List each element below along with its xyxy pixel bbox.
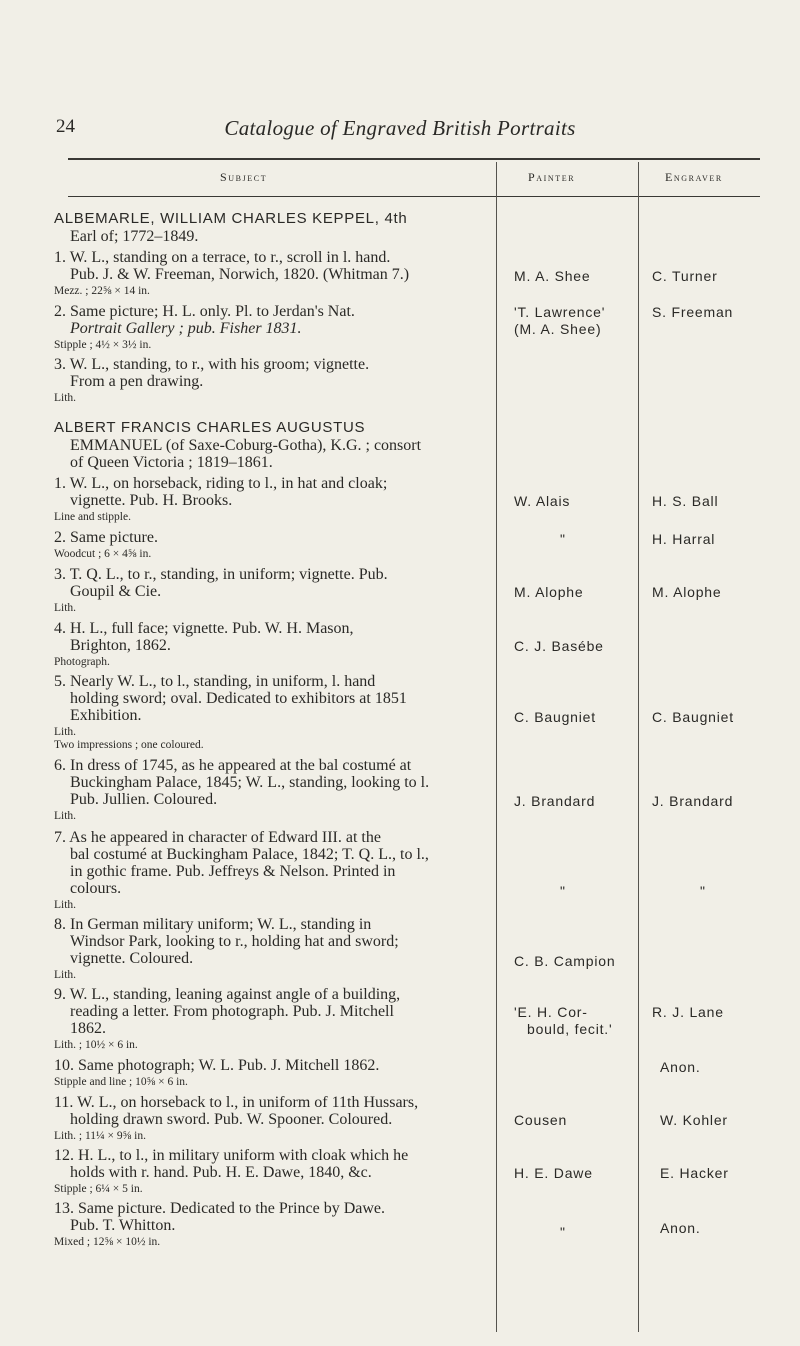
painter-cell: M. A. Shee — [514, 268, 591, 284]
entry-note: Line and stipple. — [54, 511, 131, 523]
entry-text: 2. Same picture; H. L. only. Pl. to Jerdan's Nat. — [54, 303, 355, 320]
entry-note: Lith. — [54, 969, 77, 981]
entry-text: 6. In dress of 1745, as he appeared at the bal costumé at — [54, 757, 412, 774]
entry-text: 11. W. L., on horseback to l., in uniform of 11th Hussars, — [54, 1094, 419, 1111]
engraver-cell: C. Turner — [652, 268, 718, 284]
entry-text: 9. W. L., standing, leaning against angle of a building, — [54, 986, 401, 1003]
entry-text: 7. As he appeared in character of Edward III. at the — [54, 829, 381, 846]
entry-text: Pub. J. & W. Freeman, Norwich, 1820. (Whitman 7.) — [70, 266, 410, 283]
engraver-cell: W. Kohler — [660, 1112, 728, 1128]
entry-text: 1. W. L., on horseback, riding to l., in hat and cloak; — [54, 475, 388, 492]
engraver-cell: M. Alophe — [652, 584, 722, 600]
entry-note: Lith. — [54, 810, 77, 822]
entry-note: Stipple ; 6¼ × 5 in. — [54, 1183, 143, 1195]
entry-note: Lith. — [54, 392, 77, 404]
entry-note: Mixed ; 12⅝ × 10½ in. — [54, 1236, 161, 1248]
painter-cell: C. Baugniet — [514, 709, 596, 725]
entry-text: 10. Same photograph; W. L. Pub. J. Mitchell 1862. — [54, 1057, 380, 1074]
painter-cell-line: (M. A. Shee) — [514, 321, 602, 337]
engraver-cell: " — [700, 883, 706, 899]
entry-text: holding sword; oval. Dedicated to exhibitors at 1851 — [70, 690, 407, 707]
entry-text: bal costumé at Buckingham Palace, 1842; T. Q. L., to l., — [70, 846, 429, 863]
section-heading: ALBEMARLE, WILLIAM CHARLES KEPPEL, 4th — [54, 210, 408, 227]
entry-note: Lith. ; 11¼ × 9⅝ in. — [54, 1130, 146, 1142]
entry-text: Brighton, 1862. — [70, 637, 171, 654]
entry-note: Woodcut ; 6 × 4⅝ in. — [54, 548, 152, 560]
entry-text: Pub. Jullien. Coloured. — [70, 791, 218, 808]
page-number: 24 — [56, 116, 75, 137]
column-divider — [496, 162, 497, 1332]
section-heading-line: of Queen Victoria ; 1819–1861. — [70, 454, 273, 471]
entry-note: Two impressions ; one coloured. — [54, 739, 204, 751]
entry-text: reading a letter. From photograph. Pub. J. Mitchell — [70, 1003, 394, 1020]
entry-note: Lith. — [54, 726, 77, 738]
entry-note: Mezz. ; 22⅝ × 14 in. — [54, 285, 150, 297]
entry-text: in gothic frame. Pub. Jeffreys & Nelson. Printed in — [70, 863, 396, 880]
painter-cell: C. B. Campion — [514, 953, 616, 969]
engraver-cell: J. Brandard — [652, 793, 734, 809]
entry-text: 8. In German military uniform; W. L., standing in — [54, 916, 372, 933]
entry-text: 3. T. Q. L., to r., standing, in uniform; vignette. Pub. — [54, 566, 388, 583]
painter-cell: 'E. H. Cor- — [514, 1004, 588, 1020]
entry-note: Lith. — [54, 602, 77, 614]
entry-note: Lith. — [54, 899, 77, 911]
entry-text: colours. — [70, 880, 122, 897]
engraver-cell: Anon. — [660, 1220, 701, 1236]
entry-note: Stipple ; 4½ × 3½ in. — [54, 339, 152, 351]
entry-text: vignette. Pub. H. Brooks. — [70, 492, 233, 509]
painter-cell: C. J. Basébe — [514, 638, 604, 654]
entry-text: From a pen drawing. — [70, 373, 204, 390]
entry-text: Pub. T. Whitton. — [70, 1217, 176, 1234]
engraver-cell: E. Hacker — [660, 1165, 729, 1181]
column-divider — [638, 162, 639, 1332]
entry-text: 2. Same picture. — [54, 529, 158, 546]
entry-text: holding drawn sword. Pub. W. Spooner. Coloured. — [70, 1111, 393, 1128]
entry-text: Windsor Park, looking to r., holding hat and sword; — [70, 933, 399, 950]
painter-cell-line: bould, fecit.' — [527, 1021, 613, 1037]
entry-text: 12. H. L., to l., in military uniform with cloak which he — [54, 1147, 409, 1164]
painter-cell: " — [560, 883, 566, 899]
running-title: Catalogue of Engraved British Portraits — [224, 116, 576, 140]
section-heading: ALBERT FRANCIS CHARLES AUGUSTUS — [54, 419, 366, 436]
entry-text: vignette. Coloured. — [70, 950, 194, 967]
painter-cell: Cousen — [514, 1112, 568, 1128]
section-heading-line: Earl of; 1772–1849. — [70, 228, 199, 245]
entry-text: 3. W. L., standing, to r., with his groom; vignette. — [54, 356, 370, 373]
entry-text: 13. Same picture. Dedicated to the Prince by Dawe. — [54, 1200, 385, 1217]
painter-cell: H. E. Dawe — [514, 1165, 593, 1181]
engraver-cell: H. S. Ball — [652, 493, 719, 509]
entry-text: holds with r. hand. Pub. H. E. Dawe, 1840, &c. — [70, 1164, 372, 1181]
engraver-cell: S. Freeman — [652, 304, 734, 320]
engraver-cell: C. Baugniet — [652, 709, 734, 725]
entry-text: Buckingham Palace, 1845; W. L., standing, looking to l. — [70, 774, 430, 791]
painter-cell: " — [560, 1224, 566, 1240]
painter-cell: W. Alais — [514, 493, 571, 509]
painter-cell: J. Brandard — [514, 793, 596, 809]
entry-text: Exhibition. — [70, 707, 142, 724]
painter-cell: " — [560, 531, 566, 547]
entry-note: Stipple and line ; 10⅝ × 6 in. — [54, 1076, 188, 1088]
entry-text: 1. W. L., standing on a terrace, to r., scroll in l. hand. — [54, 249, 391, 266]
entry-text: Portrait Gallery ; pub. Fisher 1831. — [70, 320, 302, 337]
column-header-painter: Painter — [528, 170, 576, 184]
entry-text: 5. Nearly W. L., to l., standing, in uniform, l. hand — [54, 673, 376, 690]
column-header-engraver: Engraver — [665, 170, 723, 184]
entry-note: Photograph. — [54, 656, 110, 668]
entry-text: 1862. — [70, 1020, 106, 1037]
engraver-cell: R. J. Lane — [652, 1004, 724, 1020]
engraver-cell: Anon. — [660, 1059, 701, 1075]
entry-text: 4. H. L., full face; vignette. Pub. W. H. Mason, — [54, 620, 354, 637]
column-header-subject: Subject — [220, 170, 268, 184]
painter-cell: 'T. Lawrence' — [514, 304, 606, 320]
header-rule — [68, 196, 760, 197]
top-rule — [68, 158, 760, 160]
entry-note: Lith. ; 10½ × 6 in. — [54, 1039, 138, 1051]
engraver-cell: H. Harral — [652, 531, 716, 547]
entry-text: Goupil & Cie. — [70, 583, 162, 600]
painter-cell: M. Alophe — [514, 584, 584, 600]
section-heading-line: EMMANUEL (of Saxe-Coburg-Gotha), K.G. ; consort — [70, 437, 422, 454]
